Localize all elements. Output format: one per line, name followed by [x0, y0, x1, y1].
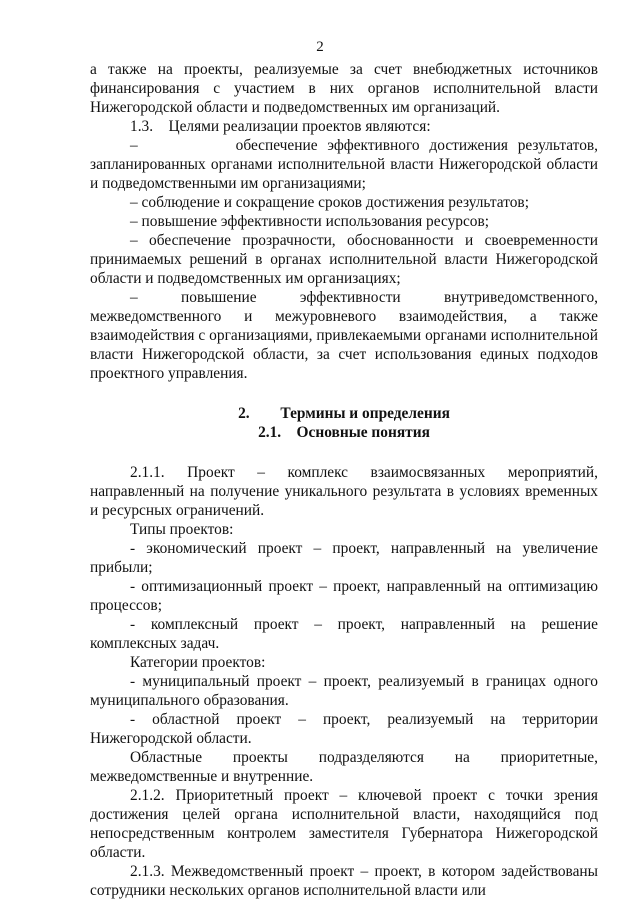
paragraph: Типы проектов:: [130, 521, 234, 538]
list-item: – обеспечение прозрачности, обоснованности и своевременности принимаемых решений в органах исполнительной власти Нижегородской области и подведомственных им организациях;: [90, 232, 598, 287]
list-item: - оптимизационный проект – проект, направленный на оптимизацию процессов;: [90, 578, 598, 614]
paragraph: 2.1.3. Межведомственный проект – проект, в котором задействованы сотрудники нескольких органов исполнительной власти или: [90, 863, 598, 899]
section-heading: 2. Термины и определения: [238, 405, 450, 422]
list-item: - комплексный проект – проект, направленный на решение комплексных задач.: [90, 616, 598, 652]
paragraph: а также на проекты, реализуемые за счет внебюджетных источников финансирования с участием в них органов исполнительной власти Нижегородской области и подведомственных им организаций.: [90, 61, 598, 116]
list-item: – повышение эффективности внутриведомственного, межведомственного и межуровневого взаимодействия, а также взаимодействия с организациями, привлекаемыми органами исполнительной власти Нижегородской области, за счет использования единых подходов проектного управления.: [90, 289, 598, 382]
subsection-heading: 2.1. Основные понятия: [258, 424, 430, 441]
list-item: - экономический проект – проект, направленный на увеличение прибыли;: [90, 540, 598, 576]
list-item: – обеспечение эффективного достижения результатов, запланированных органами исполнительной власти Нижегородской области и подведомственными им организациями;: [90, 137, 598, 192]
paragraph: 2.1.1. Проект – комплекс взаимосвязанных мероприятий, направленный на получение уникального результата в условиях временных и ресурсных ограничений.: [90, 464, 598, 519]
list-item: - областной проект – проект, реализуемый на территории Нижегородской области.: [90, 711, 598, 747]
list-item: - муниципальный проект – проект, реализуемый в границах одного муниципального образования.: [90, 673, 598, 709]
document-body: [90, 60, 598, 900]
spacer: [90, 442, 598, 463]
paragraph: 2.1.2. Приоритетный проект – ключевой проект с точки зрения достижения целей органа исполнительной власти, находящийся под непосредственным контролем заместителя Губернатора Нижегородской области.: [90, 787, 598, 861]
list-item: – соблюдение и сокращение сроков достижения результатов;: [130, 194, 529, 211]
page-number: 2: [316, 39, 324, 55]
paragraph: Категории проектов:: [130, 654, 266, 671]
paragraph: 1.3. Целями реализации проектов являются:: [130, 118, 431, 135]
list-item: – повышение эффективности использования ресурсов;: [130, 213, 490, 230]
paragraph: Областные проекты подразделяются на приоритетные, межведомственные и внутренние.: [90, 749, 598, 785]
